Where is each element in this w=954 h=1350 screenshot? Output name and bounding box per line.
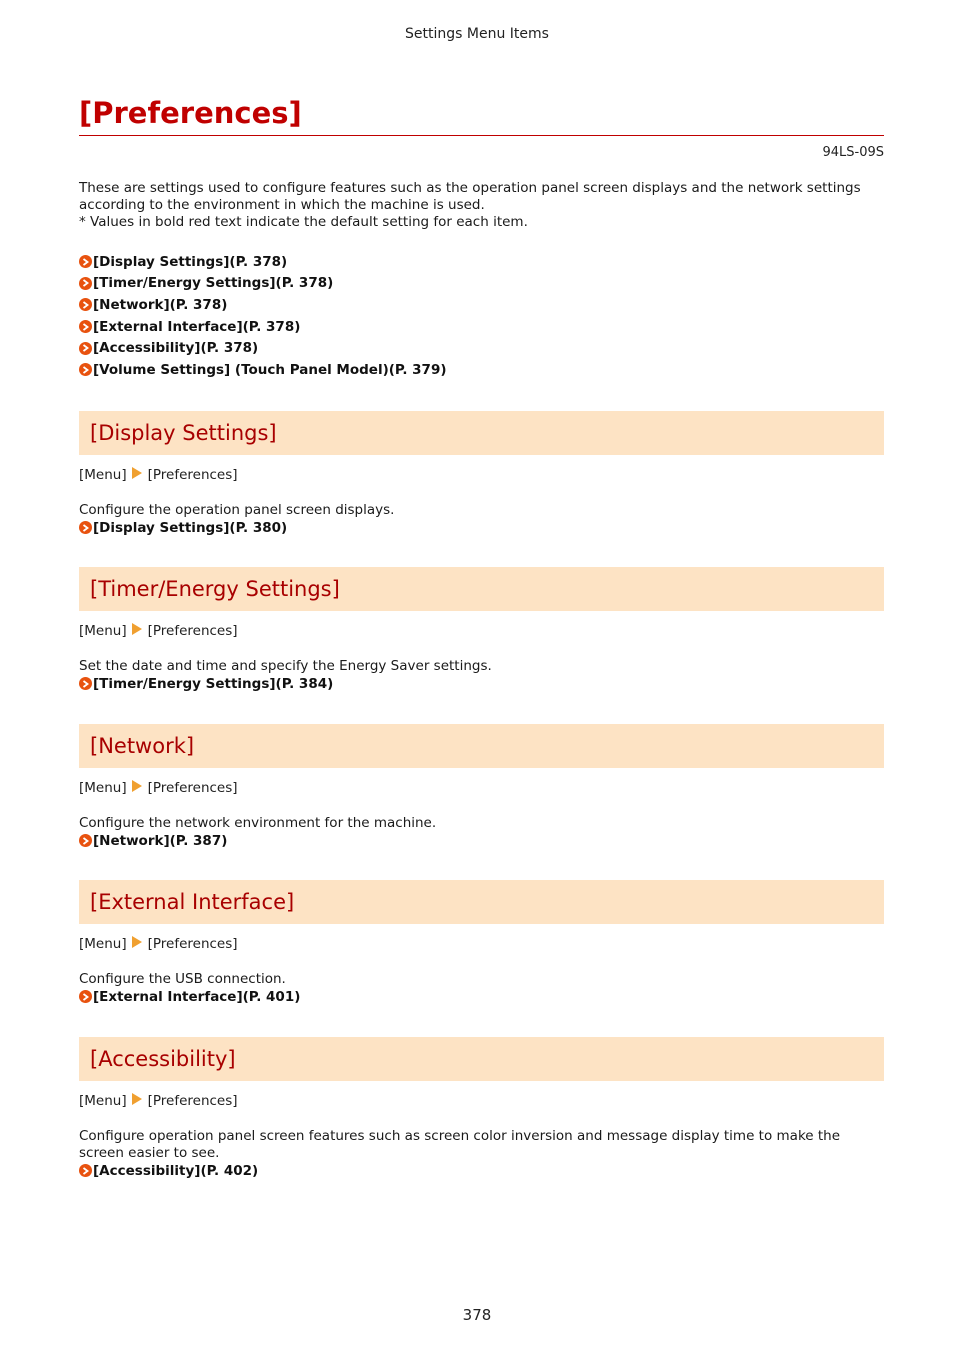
- circle-arrow-icon: [79, 363, 92, 376]
- section-heading: [Timer/Energy Settings]: [90, 577, 340, 601]
- toc-link-label: [Accessibility](P. 378): [93, 340, 259, 357]
- table-of-contents: [79, 251, 884, 381]
- triangle-right-icon: [132, 780, 142, 796]
- circle-arrow-icon: [79, 255, 92, 268]
- toc-link-label: [Display Settings](P. 378): [93, 253, 288, 270]
- section-description: Set the date and time and specify the Energy Saver settings.: [79, 658, 492, 674]
- menu-path-start: [Menu]: [79, 623, 127, 639]
- section-band: [79, 880, 884, 924]
- menu-path-end: [Preferences]: [147, 936, 238, 952]
- section-display-settings: [79, 411, 884, 536]
- section-band: [79, 567, 884, 611]
- section-heading: [Accessibility]: [90, 1047, 236, 1071]
- toc-link-volume-settings[interactable]: [79, 359, 884, 381]
- circle-arrow-icon: [79, 277, 92, 290]
- triangle-right-icon: [132, 467, 142, 483]
- menu-path-end: [Preferences]: [147, 623, 238, 639]
- circle-arrow-icon: [79, 521, 92, 534]
- toc-link-label: [Volume Settings] (Touch Panel Model)(P. 379): [93, 361, 447, 378]
- section-link-network[interactable]: [79, 832, 884, 849]
- menu-path: [79, 622, 884, 640]
- menu-path-start: [Menu]: [79, 467, 127, 483]
- section-description: Configure the USB connection.: [79, 971, 286, 987]
- menu-path: [79, 466, 884, 484]
- section-heading: [External Interface]: [90, 890, 295, 914]
- triangle-right-icon: [132, 936, 142, 952]
- section-description: Configure the network environment for the machine.: [79, 815, 437, 831]
- toc-link-label: [Timer/Energy Settings](P. 378): [93, 275, 334, 292]
- section-link-label: [Display Settings](P. 380): [93, 519, 288, 536]
- intro-text: [79, 180, 884, 231]
- section-band: [79, 411, 884, 455]
- section-link-timer-energy-settings[interactable]: [79, 675, 884, 692]
- section-link-label: [Network](P. 387): [93, 832, 228, 849]
- circle-arrow-icon: [79, 834, 92, 847]
- document-code: 94LS-09S: [822, 145, 884, 160]
- page-number: 378: [462, 1306, 492, 1324]
- section-description: Configure the operation panel screen displays.: [79, 502, 395, 518]
- menu-path-end: [Preferences]: [147, 1093, 238, 1109]
- intro-note: * Values in bold red text indicate the default setting for each item.: [79, 214, 528, 230]
- running-header: Settings Menu Items: [405, 26, 549, 42]
- circle-arrow-icon: [79, 298, 92, 311]
- section-timer-energy-settings: [79, 567, 884, 692]
- intro-paragraph: These are settings used to configure features such as the operation panel screen displays and the network settings according to the environment in which the machine is used.: [79, 180, 861, 213]
- section-band: [79, 1037, 884, 1081]
- toc-link-label: [External Interface](P. 378): [93, 318, 301, 335]
- section-heading: [Network]: [90, 734, 195, 758]
- toc-link-label: [Network](P. 378): [93, 296, 228, 313]
- menu-path-start: [Menu]: [79, 936, 127, 952]
- menu-path: [79, 935, 884, 953]
- circle-arrow-icon: [79, 1164, 92, 1177]
- title-rule: [79, 135, 884, 136]
- menu-path-start: [Menu]: [79, 1093, 127, 1109]
- menu-path-end: [Preferences]: [147, 780, 238, 796]
- circle-arrow-icon: [79, 320, 92, 333]
- section-link-display-settings[interactable]: [79, 519, 884, 536]
- section-description: Configure operation panel screen features such as screen color inversion and message display time to make the screen easier to see.: [79, 1128, 841, 1161]
- menu-path: [79, 779, 884, 797]
- toc-link-timer-energy-settings[interactable]: [79, 273, 884, 295]
- section-band: [79, 724, 884, 768]
- toc-link-display-settings[interactable]: [79, 251, 884, 273]
- triangle-right-icon: [132, 623, 142, 639]
- circle-arrow-icon: [79, 342, 92, 355]
- section-link-label: [Timer/Energy Settings](P. 384): [93, 675, 334, 692]
- triangle-right-icon: [132, 1093, 142, 1109]
- circle-arrow-icon: [79, 677, 92, 690]
- menu-path-end: [Preferences]: [147, 467, 238, 483]
- section-link-accessibility[interactable]: [79, 1162, 884, 1179]
- section-link-label: [External Interface](P. 401): [93, 988, 301, 1005]
- section-link-label: [Accessibility](P. 402): [93, 1162, 259, 1179]
- section-link-external-interface[interactable]: [79, 988, 884, 1005]
- menu-path: [79, 1092, 884, 1110]
- menu-path-start: [Menu]: [79, 780, 127, 796]
- circle-arrow-icon: [79, 990, 92, 1003]
- section-accessibility: [79, 1037, 884, 1179]
- toc-link-network[interactable]: [79, 294, 884, 316]
- page-title: [Preferences]: [79, 96, 302, 130]
- section-network: [79, 724, 884, 849]
- toc-link-accessibility[interactable]: [79, 337, 884, 359]
- section-heading: [Display Settings]: [90, 421, 277, 445]
- toc-link-external-interface[interactable]: [79, 316, 884, 338]
- section-external-interface: [79, 880, 884, 1005]
